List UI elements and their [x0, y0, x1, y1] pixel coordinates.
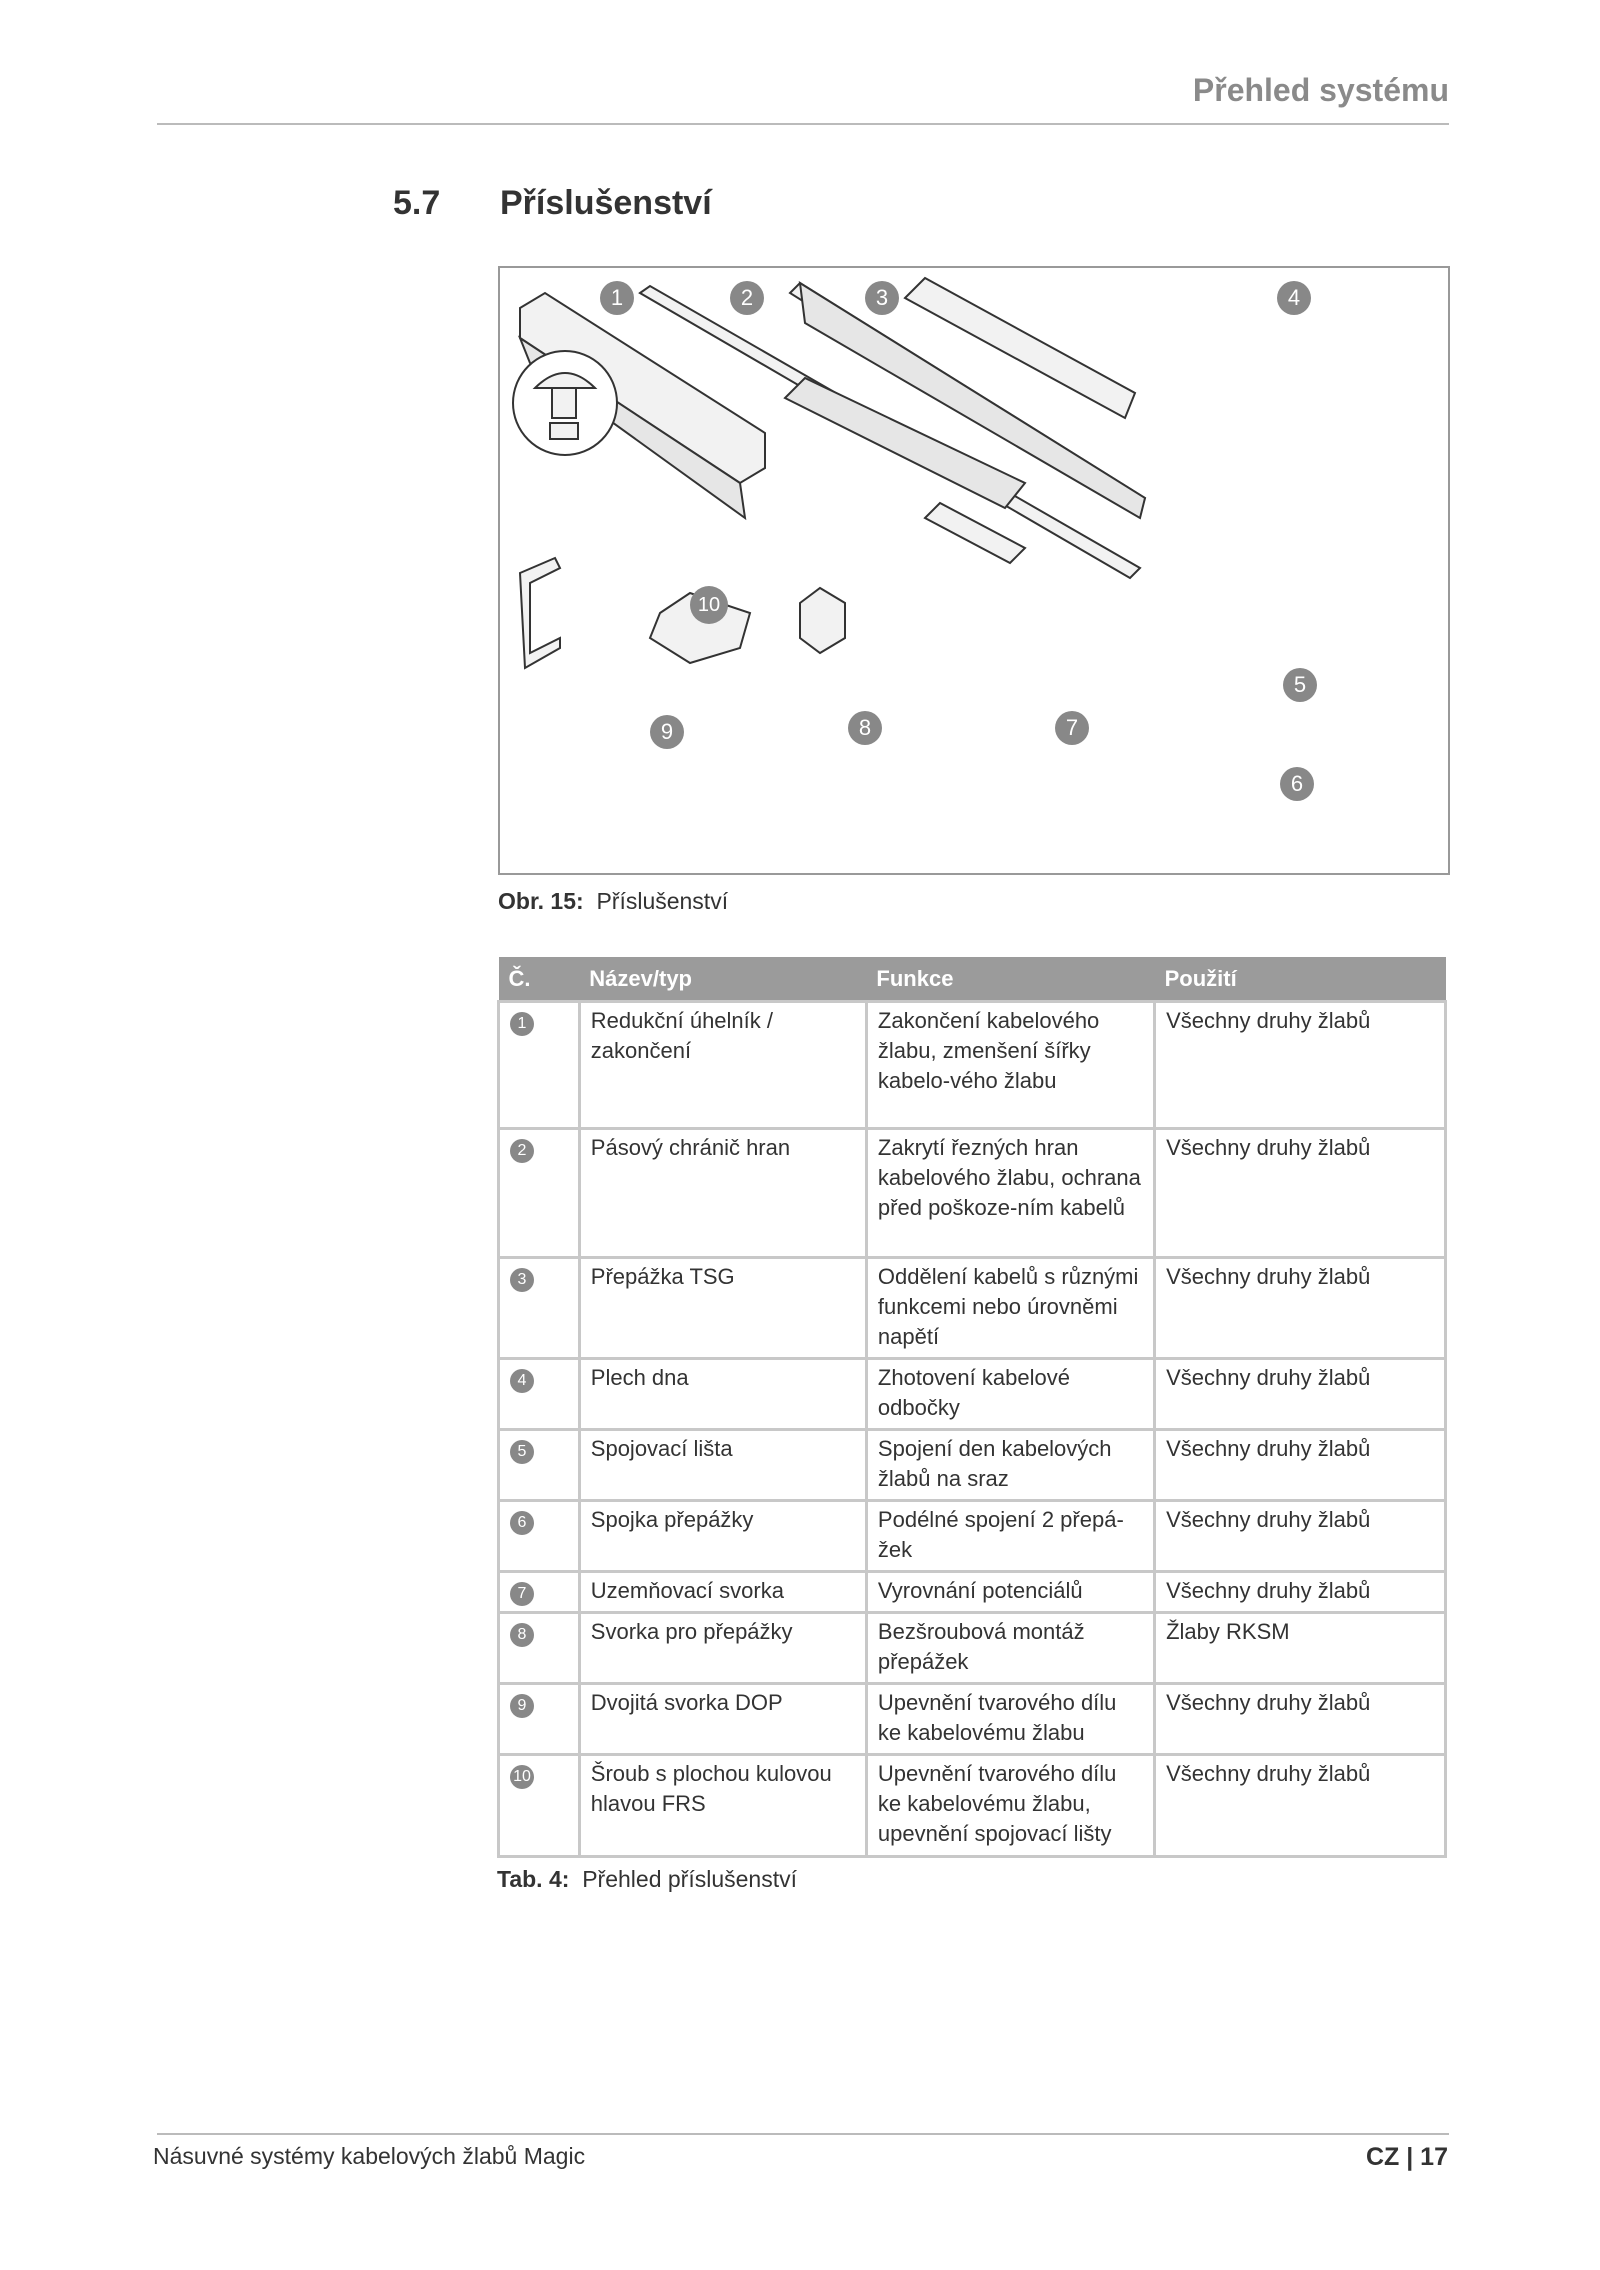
col-header-use: Použití — [1155, 957, 1446, 1002]
cell-no — [499, 1359, 580, 1430]
item-number-badge: 4 — [510, 1369, 534, 1393]
cell-use: Všechny druhy žlabů — [1155, 1002, 1446, 1129]
table-row — [499, 1002, 1446, 1129]
footer-document-title: Násuvné systémy kabelových žlabů Magic — [153, 2143, 586, 2169]
cell-no — [499, 1684, 580, 1755]
col-header-name: Název/typ — [579, 957, 866, 1002]
cell-function: Upevnění tvarového dílu ke kabelovému žlabu, upevnění spojovací lišty — [866, 1755, 1154, 1857]
callout-10: 10 — [690, 583, 728, 624]
table-row — [499, 1684, 1446, 1755]
cell-name: Spojovací lišta — [579, 1430, 866, 1501]
section-number: 5.7 — [393, 184, 441, 222]
cell-name: Uzemňovací svorka — [579, 1572, 866, 1613]
callout-1: 1 — [600, 278, 634, 315]
callout-8: 8 — [848, 708, 882, 745]
cell-function: Spojení den kabelových žlabů na sraz — [866, 1430, 1154, 1501]
callout-5: 5 — [1283, 665, 1317, 702]
callout-6: 6 — [1280, 764, 1314, 801]
cell-use: Všechny druhy žlabů — [1155, 1258, 1446, 1359]
footer-page-number: CZ | 17 — [1365, 2143, 1448, 2171]
table-row — [499, 1430, 1446, 1501]
accessories-table — [497, 957, 1447, 1858]
table-row — [499, 1359, 1446, 1430]
cell-name: Redukční úhelník / zakončení — [579, 1002, 866, 1129]
cell-name: Svorka pro přepážky — [579, 1613, 866, 1684]
cell-no — [499, 1613, 580, 1684]
cell-function: Zhotovení kabelové odbočky — [866, 1359, 1154, 1430]
table-row — [499, 1501, 1446, 1572]
callout-4: 4 — [1277, 278, 1311, 315]
header-rule — [157, 123, 1449, 125]
item-number-badge: 5 — [510, 1440, 534, 1464]
cell-use: Všechny druhy žlabů — [1155, 1684, 1446, 1755]
cell-no — [499, 1755, 580, 1857]
item-number-badge: 3 — [510, 1268, 534, 1292]
section-title: Příslušenství — [500, 184, 712, 222]
table-row — [499, 1613, 1446, 1684]
cell-function: Oddělení kabelů s různými funkcemi nebo úrovněmi napětí — [866, 1258, 1154, 1359]
cell-use: Všechny druhy žlabů — [1155, 1430, 1446, 1501]
table-row — [499, 1129, 1446, 1258]
cell-use: Žlaby RKSM — [1155, 1613, 1446, 1684]
table-header-row — [499, 957, 1446, 1002]
cell-name: Pásový chránič hran — [579, 1129, 866, 1258]
footer-rule — [157, 2133, 1449, 2135]
col-header-no: Č. — [499, 957, 580, 1002]
cell-no — [499, 1430, 580, 1501]
cell-name: Plech dna — [579, 1359, 866, 1430]
callout-3: 3 — [865, 278, 899, 315]
item-number-badge: 6 — [510, 1511, 534, 1535]
col-header-function: Funkce — [866, 957, 1154, 1002]
cell-name: Spojka přepážky — [579, 1501, 866, 1572]
cell-no — [499, 1002, 580, 1129]
cell-use: Všechny druhy žlabů — [1155, 1359, 1446, 1430]
item-number-badge: 2 — [510, 1139, 534, 1163]
figure-caption: Obr. 15: Příslušenství — [498, 888, 729, 914]
cell-name: Dvojitá svorka DOP — [579, 1684, 866, 1755]
cell-no — [499, 1572, 580, 1613]
item-number-badge: 8 — [510, 1623, 534, 1647]
cell-use: Všechny druhy žlabů — [1155, 1129, 1446, 1258]
cell-function: Zakrytí řezných hran kabelového žlabu, ochrana před poškoze-ním kabelů — [866, 1129, 1154, 1258]
table-row — [499, 1258, 1446, 1359]
table-caption: Tab. 4: Přehled příslušenství — [497, 1866, 797, 1892]
callout-7: 7 — [1055, 708, 1089, 745]
item-number-badge: 7 — [510, 1582, 534, 1606]
cell-function: Zakončení kabelového žlabu, zmenšení šířky kabelo-vého žlabu — [866, 1002, 1154, 1129]
cell-function: Upevnění tvarového dílu ke kabelovému žlabu — [866, 1684, 1154, 1755]
callout-2: 2 — [730, 278, 764, 315]
cell-no — [499, 1129, 580, 1258]
cell-function: Podélné spojení 2 přepá-žek — [866, 1501, 1154, 1572]
item-number-badge: 1 — [510, 1012, 534, 1036]
table-row — [499, 1755, 1446, 1857]
item-number-badge: 9 — [510, 1694, 534, 1718]
running-header: Přehled systému — [1192, 72, 1449, 108]
cell-use: Všechny druhy žlabů — [1155, 1501, 1446, 1572]
callout-9: 9 — [650, 712, 684, 749]
table-row — [499, 1572, 1446, 1613]
cell-no — [499, 1501, 580, 1572]
cell-name: Šroub s plochou kulovou hlavou FRS — [579, 1755, 866, 1857]
cell-use: Všechny druhy žlabů — [1155, 1572, 1446, 1613]
cell-name: Přepážka TSG — [579, 1258, 866, 1359]
item-number-badge: 10 — [510, 1765, 534, 1789]
accessories-figure — [498, 266, 1450, 875]
cell-function: Vyrovnání potenciálů — [866, 1572, 1154, 1613]
cell-no — [499, 1258, 580, 1359]
cell-function: Bezšroubová montáž přepážek — [866, 1613, 1154, 1684]
cell-use: Všechny druhy žlabů — [1155, 1755, 1446, 1857]
